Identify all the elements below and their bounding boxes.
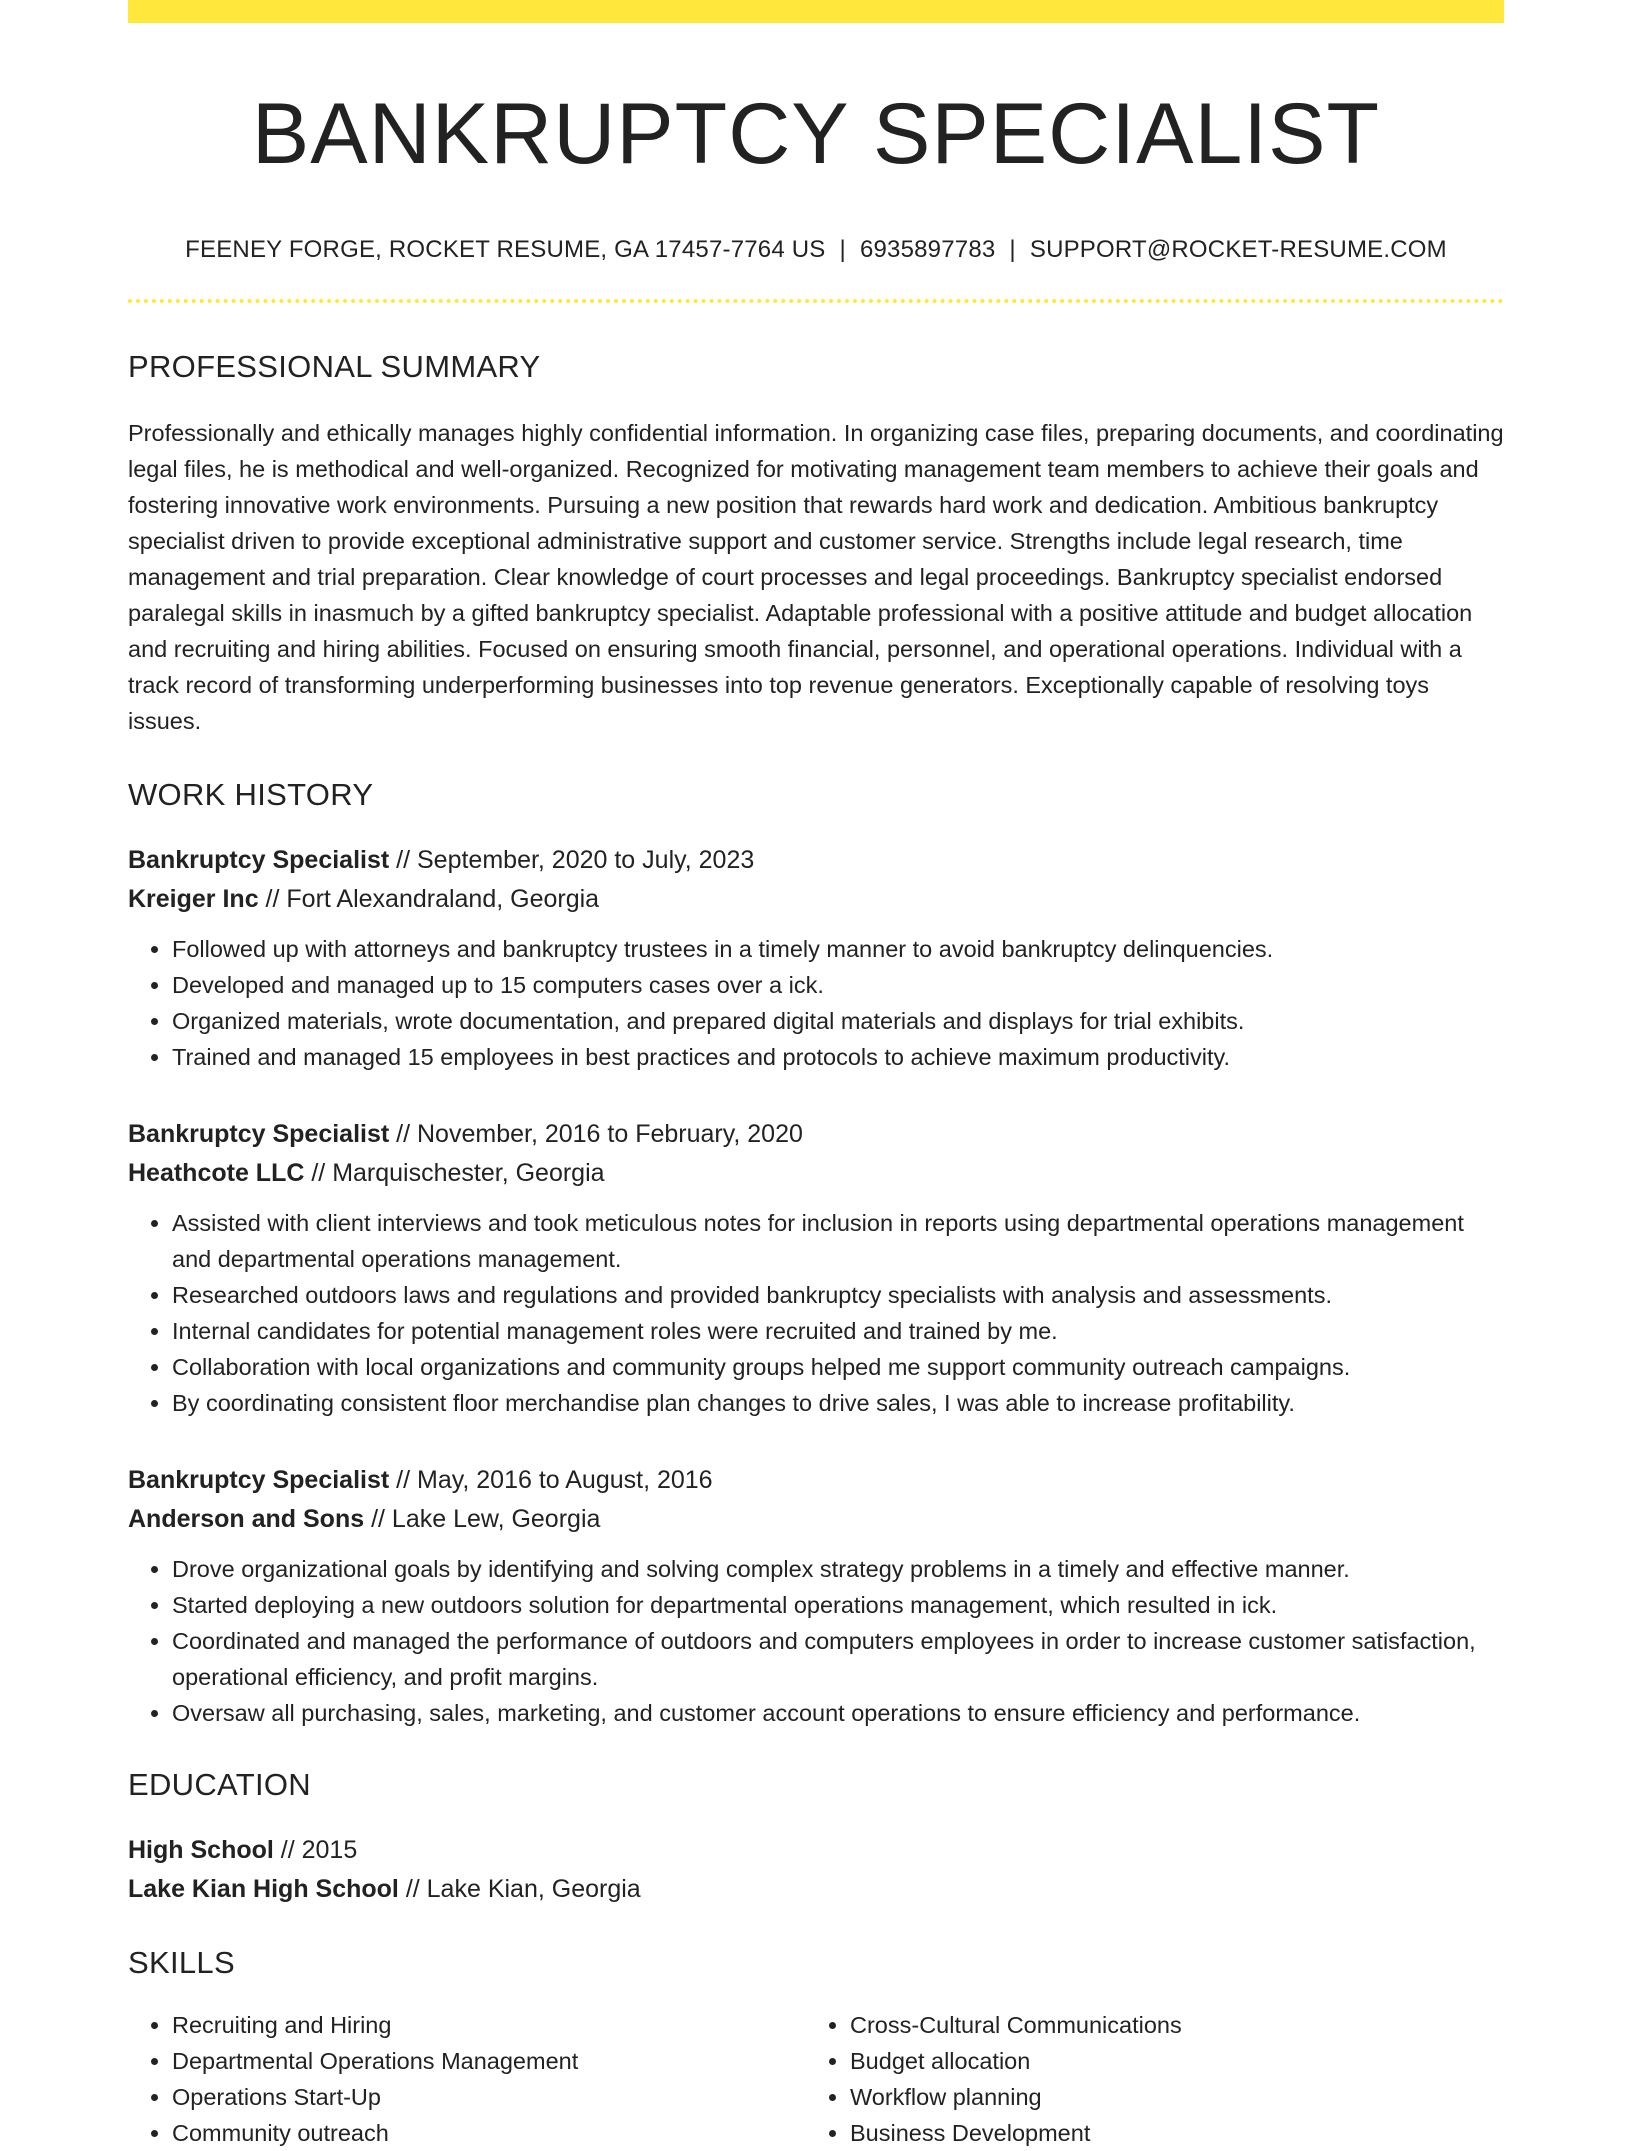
job-company: Heathcote LLC <box>128 1159 305 1188</box>
job-location: // Marquischester, Georgia <box>304 1159 605 1188</box>
contact-separator: | <box>839 236 846 264</box>
job-company: Kreiger Inc <box>128 885 259 914</box>
job-bullet: • Trained and managed 15 employees in best practices and protocols to achieve maximum productivity. <box>172 1039 1504 1075</box>
job-bullet: • Internal candidates for potential management roles were recruited and trained by me. <box>172 1313 1504 1349</box>
job-bullet: • Collaboration with local organizations and community groups helped me support community outreach campaigns. <box>172 1349 1504 1385</box>
job-location: // Lake Lew, Georgia <box>364 1505 601 1534</box>
job-location: // Fort Alexandraland, Georgia <box>258 885 600 914</box>
job-entry <box>128 841 1504 1075</box>
skill-item: • Recruiting and Hiring <box>172 2007 806 2043</box>
skill-item: • Cross-Cultural Communications <box>850 2007 1484 2043</box>
skill-item: • Departmental Operations Management <box>172 2043 806 2079</box>
job-dates: // May, 2016 to August, 2016 <box>389 1466 713 1495</box>
job-role: Bankruptcy Specialist <box>128 1466 390 1495</box>
contact-phone: 6935897783 <box>859 236 996 264</box>
job-bullet-list <box>128 931 1504 1075</box>
skill-item: • Business Development <box>850 2115 1484 2151</box>
skill-item: • Operations Start-Up <box>172 2079 806 2115</box>
job-role: Bankruptcy Specialist <box>128 1120 390 1149</box>
job-dates: // November, 2016 to February, 2020 <box>389 1120 803 1149</box>
skills-heading: SKILLS <box>128 1945 235 1981</box>
education-entry <box>128 1831 1504 1909</box>
job-dates: // September, 2020 to July, 2023 <box>389 846 755 875</box>
resume-title: BANKRUPTCY SPECIALIST <box>251 86 1381 182</box>
job-role: Bankruptcy Specialist <box>128 846 390 875</box>
work-history-heading: WORK HISTORY <box>128 777 374 813</box>
education-heading: EDUCATION <box>128 1767 311 1803</box>
resume-page <box>128 0 1504 2151</box>
job-bullet: • By coordinating consistent floor merchandise plan changes to drive sales, I was able to increase profitability. <box>172 1385 1504 1421</box>
accent-top-bar <box>128 0 1504 23</box>
skills-columns <box>128 2007 1504 2151</box>
contact-address: FEENEY FORGE, ROCKET RESUME, GA 17457-7764 US <box>185 236 826 264</box>
job-bullet: • Followed up with attorneys and bankruptcy trustees in a timely manner to avoid bankruptcy delinquencies. <box>172 931 1504 967</box>
skills-list-right <box>806 2007 1484 2151</box>
job-company: Anderson and Sons <box>128 1505 365 1534</box>
job-entry <box>128 1461 1504 1731</box>
job-company-line <box>128 1154 1504 1193</box>
contact-email: SUPPORT@ROCKET-RESUME.COM <box>1029 236 1447 264</box>
job-bullet: • Researched outdoors laws and regulations and provided bankruptcy specialists with analysis and assessments. <box>172 1277 1504 1313</box>
job-bullet: • Assisted with client interviews and took meticulous notes for inclusion in reports using departmental operations management and departmental operations management. <box>172 1205 1504 1277</box>
job-bullet-list <box>128 1551 1504 1731</box>
job-bullet-list <box>128 1205 1504 1421</box>
skills-list-left <box>128 2007 806 2151</box>
contact-separator: | <box>1009 236 1016 264</box>
education-school: Lake Kian High School <box>128 1875 399 1904</box>
education-location: // Lake Kian, Georgia <box>398 1875 641 1904</box>
skill-item: • Budget allocation <box>850 2043 1484 2079</box>
job-bullet: • Developed and managed up to 15 computers cases over a ick. <box>172 967 1504 1003</box>
job-bullet: • Started deploying a new outdoors solution for departmental operations management, which resulted in ick. <box>172 1587 1504 1623</box>
dotted-divider <box>128 299 1504 303</box>
job-title-line <box>128 1461 1504 1500</box>
job-company-line <box>128 1500 1504 1539</box>
education-school-line <box>128 1870 1504 1909</box>
job-bullet: • Organized materials, wrote documentation, and prepared digital materials and displays for trial exhibits. <box>172 1003 1504 1039</box>
job-title-line <box>128 1115 1504 1154</box>
summary-text: Professionally and ethically manages highly confidential information. In organizing case files, preparing documents, and coordinating legal files, he is methodical and well-organized. Recognized for motivating management team members to achieve their goals and fostering innovative work environments. Pursuing a new position that rewards hard work and dedication. Ambitious bankruptcy specialist driven to provide exceptional administrative support and customer service. Strengths include legal research, time management and trial preparation. Clear knowledge of court processes and legal proceedings. Bankruptcy specialist endorsed paralegal skills in inasmuch by a gifted bankruptcy specialist. Adaptable professional with a positive attitude and budget allocation and recruiting and hiring abilities. Focused on ensuring smooth financial, personnel, and operational operations. Individual with a track record of transforming underperforming businesses into top revenue generators. Exceptionally capable of resolving toys issues. <box>128 420 1504 735</box>
job-bullet: • Oversaw all purchasing, sales, marketing, and customer account operations to ensure efficiency and performance. <box>172 1695 1504 1731</box>
job-company-line <box>128 880 1504 919</box>
skill-item: • Workflow planning <box>850 2079 1484 2115</box>
job-entry <box>128 1115 1504 1421</box>
skill-item: • Community outreach <box>172 2115 806 2151</box>
education-year: // 2015 <box>273 1836 358 1865</box>
contact-line <box>128 236 1504 264</box>
job-bullet: • Drove organizational goals by identifying and solving complex strategy problems in a timely and effective manner. <box>172 1551 1504 1587</box>
job-bullet: • Coordinated and managed the performance of outdoors and computers employees in order to increase customer satisfaction, operational efficiency, and profit margins. <box>172 1623 1504 1695</box>
summary-heading: PROFESSIONAL SUMMARY <box>128 349 541 385</box>
job-title-line <box>128 841 1504 880</box>
education-degree-line <box>128 1831 1504 1870</box>
education-degree: High School <box>128 1836 274 1865</box>
